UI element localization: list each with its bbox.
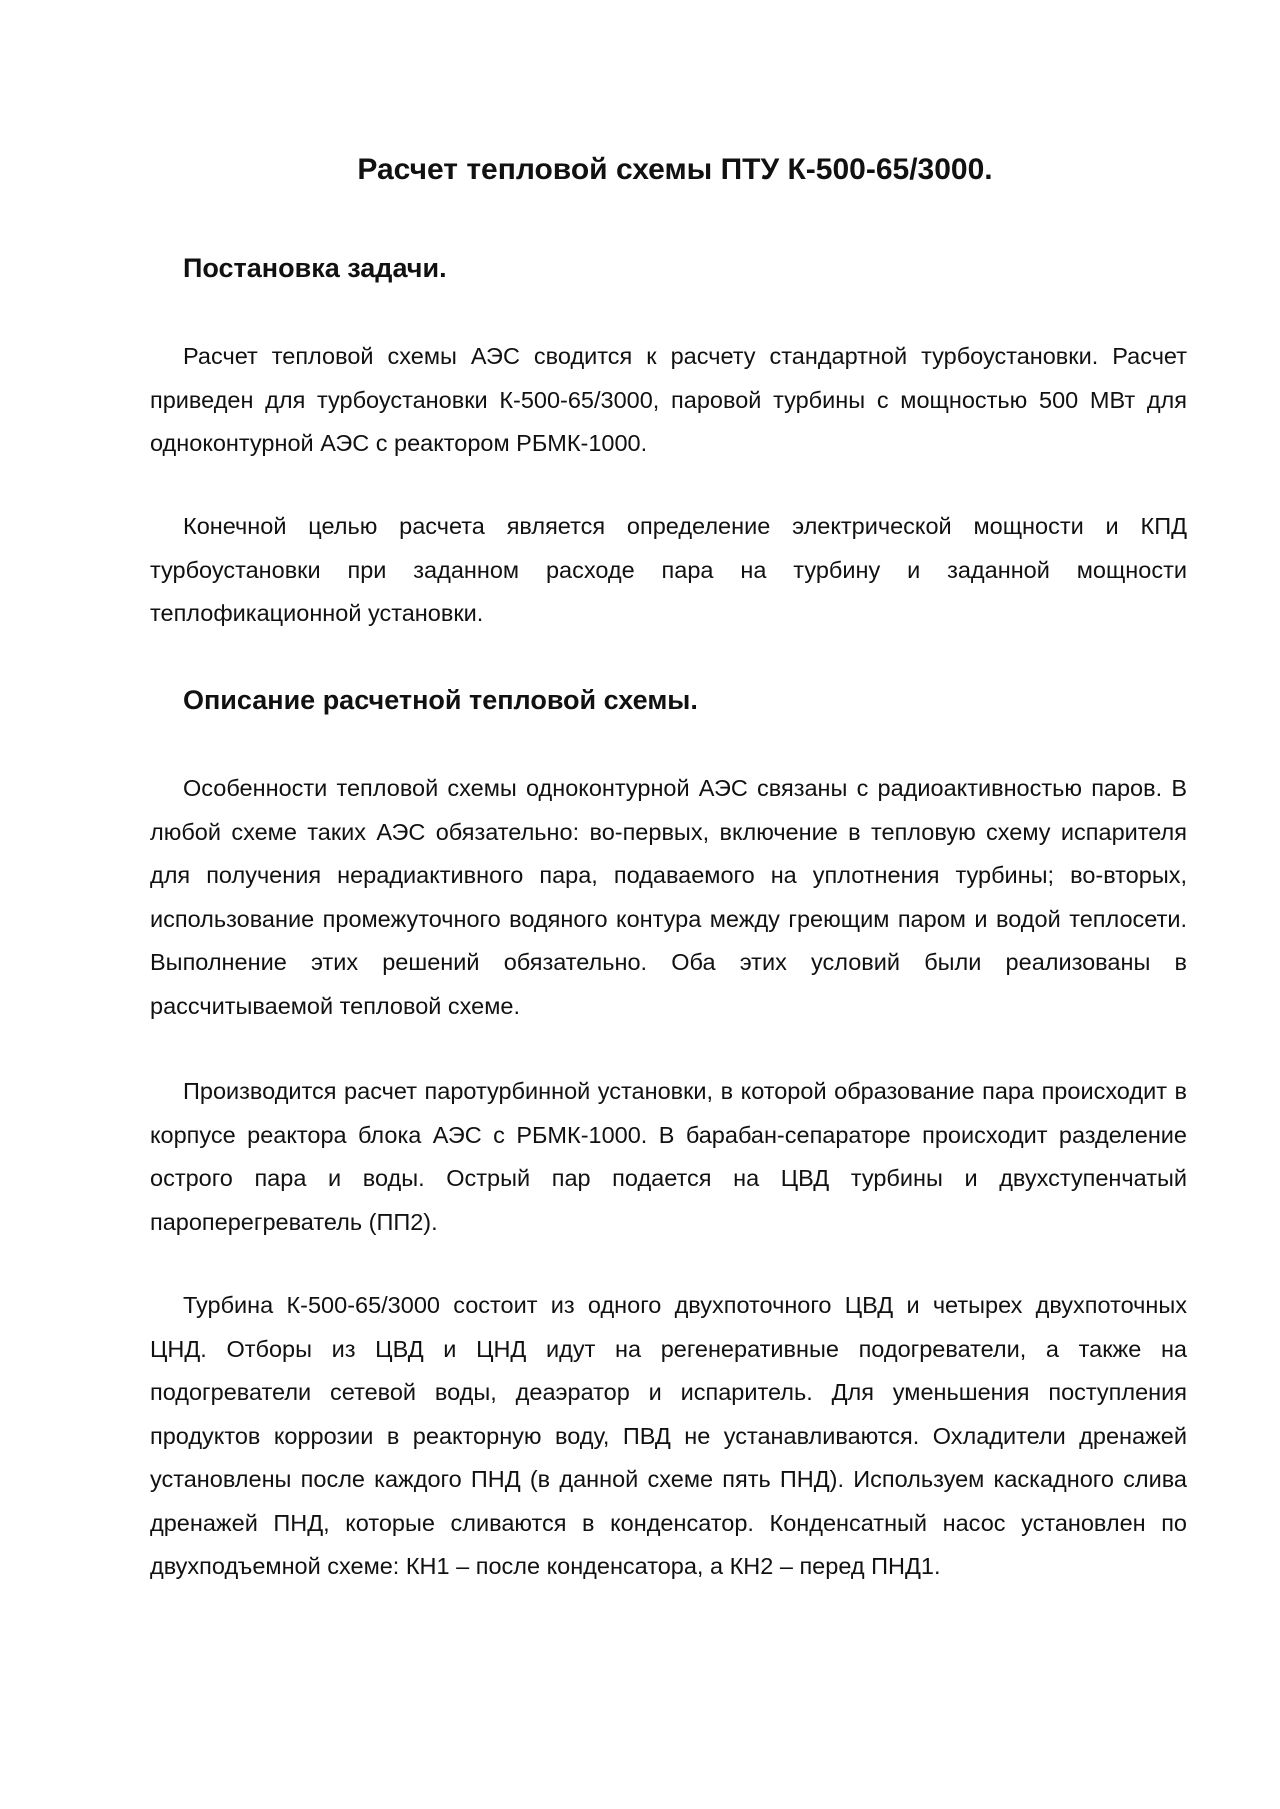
paragraph: Конечной целью расчета является определение электрической мощности и КПД турбоустановки при заданном расходе пара на турбину и заданной мощности теплофикационной установки. (150, 513, 1187, 626)
document-title: Расчет тепловой схемы ПТУ К-500-65/3000. (357, 153, 993, 186)
paragraph: Особенности тепловой схемы одноконтурной АЭС связаны с радиоактивностью паров. В любой схеме таких АЭС обязательно: во-первых, включение в тепловую схему испарителя для получения нерадиактивного пара, подаваемого на уплотнения турбины; во-вторых, использование промежуточного водяного контура между греющим паром и водой теплосети. Выполнение этих решений обязательно. Оба этих условий были реализованы в рассчитываемой тепловой схеме. (150, 775, 1187, 1019)
paragraph: Производится расчет паротурбинной установки, в которой образование пара происходит в корпусе реактора блока АЭС с РБМК-1000. В барабан-сепараторе происходит разделение острого пара и воды. Острый пар подается на ЦВД турбины и двухступенчатый пароперегреватель (ПП2). (150, 1078, 1187, 1235)
section-heading-problem-statement: Постановка задачи. (183, 253, 447, 283)
paragraph: Турбина К-500-65/3000 состоит из одного двухпоточного ЦВД и четырех двухпоточных ЦНД. Отборы из ЦВД и ЦНД идут на регенеративные подогреватели, а также на подогреватели сетевой воды, деаэратор и испаритель. Для уменьшения поступления продуктов коррозии в реакторную воду, ПВД не устанавливаются. Охладители дренажей установлены после каждого ПНД (в данной схеме пять ПНД). Используем каскадного слива дренажей ПНД, которые сливаются в конденсатор. Конденсатный насос установлен по двухподъемной схеме: КН1 – после конденсатора, а КН2 – перед ПНД1. (150, 1292, 1187, 1579)
paragraph: Расчет тепловой схемы АЭС сводится к расчету стандартной турбоустановки. Расчет приведен для турбоустановки К-500-65/3000, паровой турбины с мощностью 500 МВт для одноконтурной АЭС с реактором РБМК-1000. (150, 343, 1187, 456)
section-heading-scheme-description: Описание расчетной тепловой схемы. (183, 685, 698, 715)
